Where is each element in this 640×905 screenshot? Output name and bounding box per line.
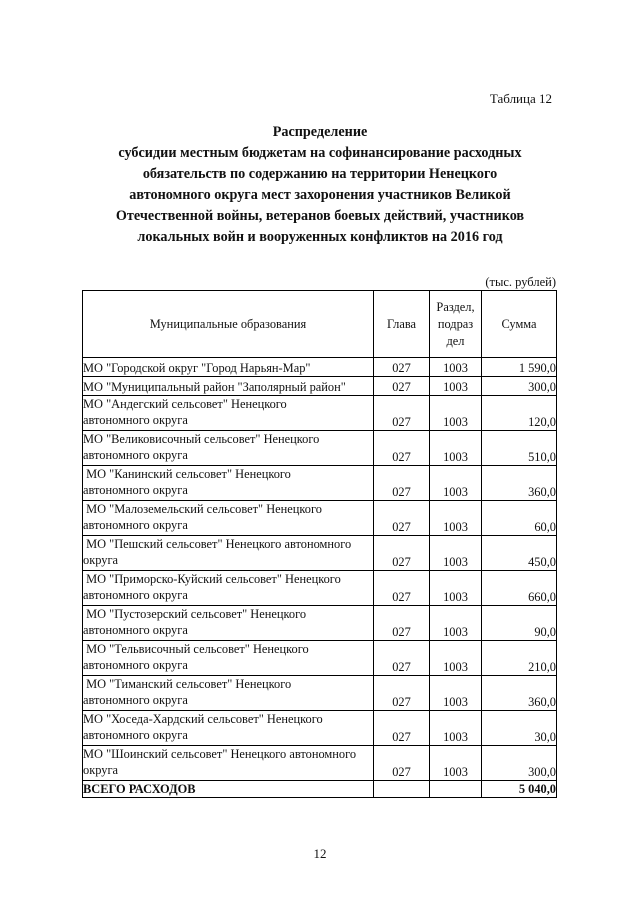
- razdel-cell: 1003: [430, 396, 482, 431]
- municipality-name-line: МО "Городской округ "Город Нарьян-Мар": [83, 361, 311, 375]
- glava-cell: 027: [374, 571, 430, 606]
- sum-cell: 360,0: [482, 466, 557, 501]
- total-sum: 5 040,0: [482, 781, 557, 798]
- page-number: 12: [313, 846, 327, 861]
- municipality-cell: [83, 501, 374, 536]
- razdel-cell: 1003: [430, 606, 482, 641]
- glava-cell: 027: [374, 431, 430, 466]
- municipality-name-line: автономного округа: [83, 518, 188, 532]
- table-row: [83, 606, 557, 641]
- subsidy-table: [82, 290, 557, 798]
- table-row: [83, 358, 557, 377]
- sum-cell: 210,0: [482, 641, 557, 676]
- column-header-razdel-line: дел: [446, 333, 465, 348]
- razdel-cell: 1003: [430, 536, 482, 571]
- sum-cell: 300,0: [482, 377, 557, 396]
- municipality-name-line: МО "Тельвисочный сельсовет" Ненецкого: [83, 642, 309, 656]
- municipality-name-line: автономного округа: [83, 448, 188, 462]
- municipality-cell: [83, 466, 374, 501]
- glava-cell: 027: [374, 396, 430, 431]
- municipality-name-line: МО "Тиманский сельсовет" Ненецкого: [83, 677, 292, 691]
- municipality-cell: [83, 711, 374, 746]
- municipality-name-line: округа: [83, 553, 119, 567]
- sum-cell: 30,0: [482, 711, 557, 746]
- municipality-name-line: МО "Шоинский сельсовет" Ненецкого автономного: [83, 747, 357, 761]
- municipality-cell: [83, 746, 374, 781]
- glava-cell: 027: [374, 606, 430, 641]
- total-row: [83, 781, 557, 798]
- title-line: субсидии местным бюджетам на софинансирование расходных: [118, 145, 522, 161]
- column-header-razdel: [430, 291, 482, 358]
- sum-cell: 450,0: [482, 536, 557, 571]
- table-row: [83, 396, 557, 431]
- table-row: [83, 746, 557, 781]
- municipality-name-line: МО "Великовисочный сельсовет" Ненецкого: [83, 432, 320, 446]
- municipality-name-line: автономного округа: [83, 413, 188, 427]
- municipality-cell: [83, 676, 374, 711]
- column-header-razdel-line: подраз: [437, 316, 474, 331]
- sum-cell: 90,0: [482, 606, 557, 641]
- razdel-cell: 1003: [430, 358, 482, 377]
- table-row: [83, 641, 557, 676]
- razdel-cell: 1003: [430, 501, 482, 536]
- municipality-name-line: автономного округа: [83, 483, 188, 497]
- razdel-cell: 1003: [430, 571, 482, 606]
- razdel-cell: 1003: [430, 676, 482, 711]
- municipality-cell: [83, 431, 374, 466]
- table-label: Таблица 12: [489, 91, 552, 106]
- glava-cell: 027: [374, 746, 430, 781]
- municipality-cell: [83, 536, 374, 571]
- glava-cell: 027: [374, 641, 430, 676]
- column-header-glava: Глава: [374, 291, 430, 358]
- sum-cell: 660,0: [482, 571, 557, 606]
- municipality-name-line: автономного округа: [83, 658, 188, 672]
- sum-cell: 300,0: [482, 746, 557, 781]
- glava-cell: 027: [374, 358, 430, 377]
- razdel-cell: 1003: [430, 431, 482, 466]
- municipality-name-line: МО "Канинский сельсовет" Ненецкого: [83, 467, 291, 481]
- municipality-name-line: автономного округа: [83, 623, 188, 637]
- title-line: Распределение: [272, 124, 368, 140]
- glava-cell: 027: [374, 377, 430, 396]
- municipality-cell: [83, 377, 374, 396]
- razdel-cell: 1003: [430, 641, 482, 676]
- table-header-row: [83, 291, 557, 358]
- table-row: [83, 431, 557, 466]
- municipality-name-line: автономного округа: [83, 588, 188, 602]
- municipality-name-line: автономного округа: [83, 693, 188, 707]
- razdel-cell: 1003: [430, 746, 482, 781]
- total-label: ВСЕГО РАСХОДОВ: [83, 781, 374, 798]
- razdel-cell: 1003: [430, 377, 482, 396]
- title-line: локальных войн и вооруженных конфликтов на 2016 год: [137, 229, 503, 245]
- razdel-cell: 1003: [430, 711, 482, 746]
- municipality-cell: [83, 396, 374, 431]
- table-row: [83, 571, 557, 606]
- municipality-name-line: МО "Муниципальный район "Заполярный район": [83, 380, 346, 394]
- table-body: [83, 358, 557, 781]
- municipality-name-line: МО "Пустозерский сельсовет" Ненецкого: [83, 607, 307, 621]
- municipality-cell: [83, 641, 374, 676]
- sum-cell: 1 590,0: [482, 358, 557, 377]
- column-header-municipality: Муниципальные образования: [83, 291, 374, 358]
- sum-cell: 360,0: [482, 676, 557, 711]
- document-title: [70, 122, 570, 248]
- municipality-cell: [83, 358, 374, 377]
- municipality-name-line: МО "Малоземельский сельсовет" Ненецкого: [83, 502, 322, 516]
- razdel-cell: 1003: [430, 466, 482, 501]
- glava-cell: 027: [374, 536, 430, 571]
- column-header-razdel-line: Раздел,: [436, 299, 475, 314]
- total-razdel-cell: [430, 781, 482, 798]
- municipality-name-line: МО "Андегский сельсовет" Ненецкого: [83, 397, 287, 411]
- units-note: (тыс. рублей): [485, 275, 556, 289]
- municipality-name-line: МО "Приморско-Куйский сельсовет" Ненецкого: [83, 572, 341, 586]
- table-row: [83, 676, 557, 711]
- table-row: [83, 711, 557, 746]
- glava-cell: 027: [374, 676, 430, 711]
- sum-cell: 510,0: [482, 431, 557, 466]
- sum-cell: 60,0: [482, 501, 557, 536]
- total-glava-cell: [374, 781, 430, 798]
- municipality-cell: [83, 606, 374, 641]
- glava-cell: 027: [374, 501, 430, 536]
- table-row: [83, 377, 557, 396]
- municipality-name-line: округа: [83, 763, 119, 777]
- title-line: автономного округа мест захоронения участников Великой: [129, 187, 511, 203]
- municipality-name-line: автономного округа: [83, 728, 188, 742]
- title-line: Отечественной войны, ветеранов боевых действий, участников: [115, 208, 525, 224]
- municipality-cell: [83, 571, 374, 606]
- sum-cell: 120,0: [482, 396, 557, 431]
- glava-cell: 027: [374, 711, 430, 746]
- table-row: [83, 501, 557, 536]
- municipality-name-line: МО "Пешский сельсовет" Ненецкого автономного: [83, 537, 352, 551]
- municipality-name-line: МО "Хоседа-Хардский сельсовет" Ненецкого: [83, 712, 323, 726]
- column-header-sum: Сумма: [482, 291, 557, 358]
- table-row: [83, 466, 557, 501]
- glava-cell: 027: [374, 466, 430, 501]
- table-row: [83, 536, 557, 571]
- title-line: обязательств по содержанию на территории Ненецкого: [142, 166, 498, 182]
